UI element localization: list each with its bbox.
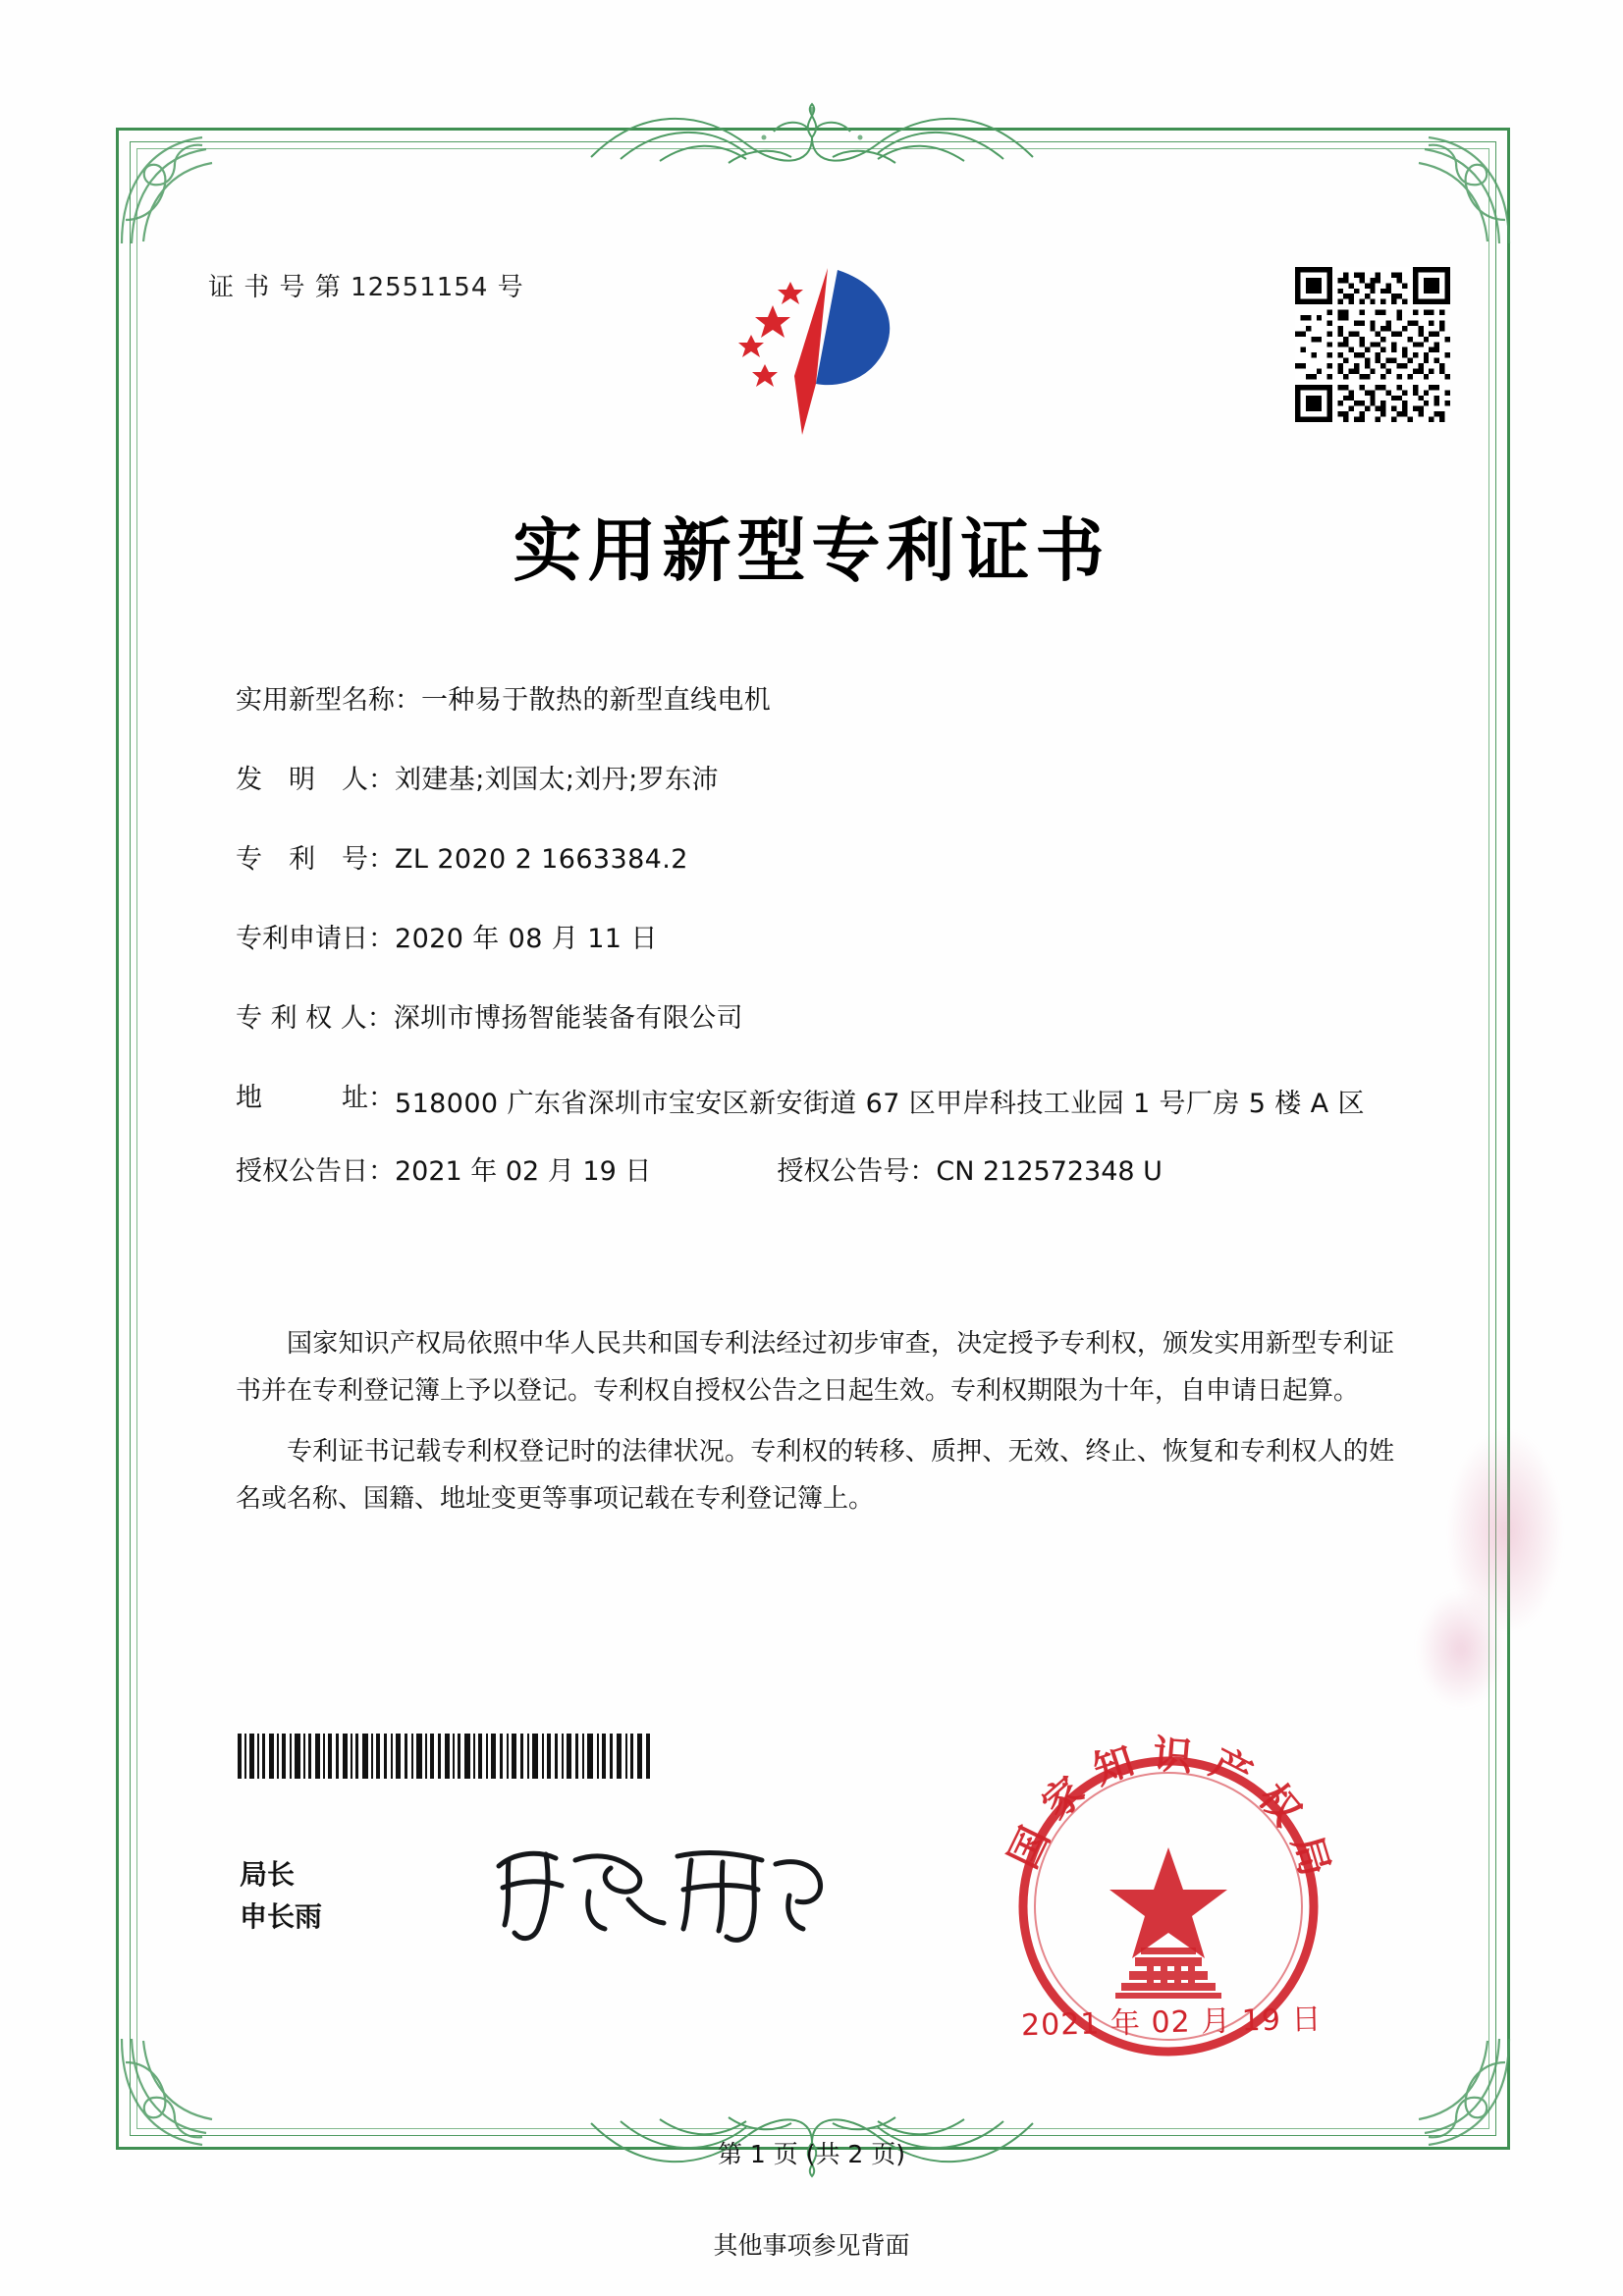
field-value: 2020 年 08 月 11 日 [395,924,658,954]
field-value: 刘建基;刘国太;刘丹;罗东沛 [395,765,719,795]
barcode [238,1734,650,1779]
body-text [236,1320,1394,1536]
field-value: 一种易于散热的新型直线电机 [421,685,772,716]
corner-flourish-icon [118,130,236,247]
field-row-address [236,1085,1394,1125]
signature-name: 申长雨 [240,1900,323,1934]
cnipa-logo-icon [722,260,928,447]
field-label: 地 址： [236,1083,395,1113]
handwritten-signature [481,1831,835,1949]
signature-role: 局长 [240,1858,296,1891]
footer-note: 其他事项参见背面 [713,2231,910,2260]
certificate-number: 证 书 号 第 12551154 号 [208,273,524,302]
field-label: 实用新型名称： [236,685,421,716]
field-row-inventors [236,767,1394,793]
page-title: 实用新型专利证书 [513,510,1110,591]
grant-date-label: 授权公告日： [236,1155,395,1187]
field-value: ZL 2020 2 1663384.2 [395,844,688,875]
grant-date-group [236,1155,652,1187]
page-number: 第 1 页 (共 2 页) [717,2140,906,2168]
field-label: 专 利 权 人： [236,1003,394,1034]
field-row-application-date [236,926,1394,952]
field-row-patent-number [236,846,1394,873]
grant-number-value: CN 212572348 U [936,1155,1163,1187]
seal-text: 国家知识产权局 [1001,1732,1342,1896]
qr-code [1295,267,1450,422]
seal-date: 2021 年 02 月 19 日 [1020,2002,1323,2044]
field-value: 深圳市博扬智能装备有限公司 [393,1003,743,1034]
field-label: 发 明 人： [236,765,395,795]
field-value: 518000 广东省深圳市宝安区新安街道 67 区甲岸科技工业园 1 号厂房 5 楼 A 区 [395,1089,1365,1119]
ornament-top-icon [581,98,1043,165]
paragraph-1: 国家知识产权局依照中华人民共和国专利法经过初步审查，决定授予专利权，颁发实用新型专利证书并在专利登记簿上予以登记。专利权自授权公告之日起生效。专利权期限为十年，自申请日起算。 [236,1329,1394,1407]
grant-number-group [777,1155,1163,1187]
paper-smudge [1417,1590,1505,1708]
field-label: 专利申请日： [236,924,395,954]
field-row-patentee [236,1005,1394,1032]
field-label: 专 利 号： [236,844,395,875]
grant-number-label: 授权公告号： [777,1155,937,1187]
field-row-grant [236,1155,1394,1187]
corner-flourish-icon [1395,130,1513,247]
grant-date-value: 2021 年 02 月 19 日 [395,1155,652,1187]
paragraph-2: 专利证书记载专利权登记时的法律状况。专利权的转移、质押、无效、终止、恢复和专利权人的姓名或名称、国籍、地址变更等事项记载在专利登记簿上。 [236,1437,1394,1515]
field-row-name [236,687,1394,714]
field-list [236,687,1394,1224]
signature-block [240,1853,322,1939]
